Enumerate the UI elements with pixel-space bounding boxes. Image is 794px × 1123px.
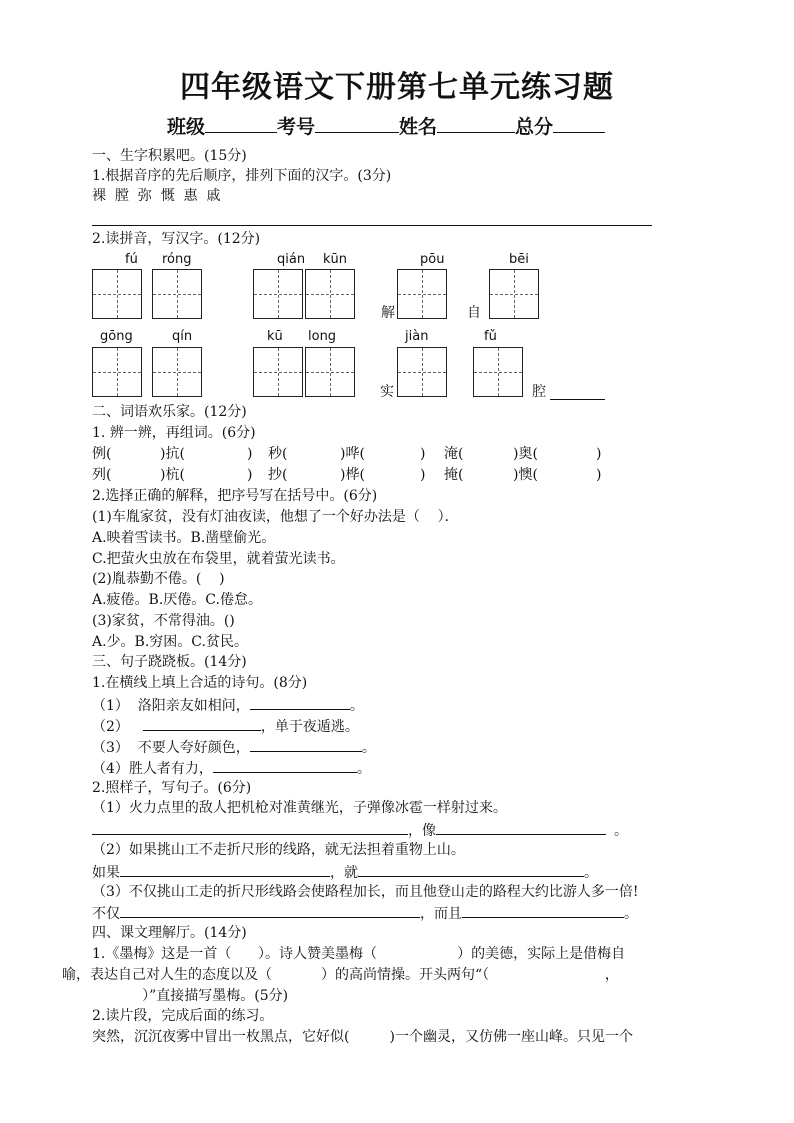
pinyin: qián	[277, 252, 306, 267]
s3-q1: 1.在横线上填上合适的诗句。(8分)	[92, 675, 308, 691]
tian-grid-box[interactable]	[473, 347, 523, 397]
s2-item3: (3)家贫，不常得油。()	[92, 613, 235, 629]
char-qiang: 腔	[532, 384, 546, 400]
s3-q2: 2.照样子，写句子。(6分)	[92, 780, 252, 796]
word-pair: 例(	[92, 446, 112, 462]
s2-q1: 1. 辨一辨，再组词。(6分)	[92, 425, 256, 441]
name-label: 姓名	[399, 116, 438, 138]
pinyin: róng	[162, 252, 192, 267]
word-pair: )杭(	[160, 467, 185, 483]
s2-opt2: A.疲倦。B.厌倦。C.倦怠。	[92, 592, 262, 608]
tian-grid-box[interactable]	[92, 269, 142, 319]
word-pair: )	[596, 446, 602, 462]
tian-grid-box[interactable]	[92, 347, 142, 397]
s4-q1-line1: 1.《墨梅》这是一首（ ）。诗人赞美墨梅（ ）的美德，实际上是借梅自	[92, 946, 626, 962]
word-pair: 淹(	[444, 446, 464, 462]
name-blank[interactable]	[437, 118, 515, 133]
poem-blank[interactable]	[250, 695, 350, 710]
score-blank[interactable]	[553, 118, 605, 133]
s3-e3: （3）不仅挑山工走的折尺形线路会使路程加长，而且他登山走的路程大约比游人多一倍!	[92, 884, 639, 900]
tian-grid-box[interactable]	[253, 269, 303, 319]
s4-q1-line2: 喻，表达自己对人生的态度以及（ ）的高尚情操。开头两句“（ ，	[62, 967, 619, 983]
char-shi: 实	[380, 384, 394, 400]
poem-blank[interactable]	[250, 737, 362, 752]
s2-opt1b: C.把萤火虫放在布袋里，就着萤光读书。	[92, 551, 345, 567]
word-pair: 抄(	[268, 467, 288, 483]
s2-opt1a: A.映着雪读书。B.凿壁偷光。	[92, 530, 276, 546]
word-pair: )	[247, 467, 253, 483]
pinyin: fú	[125, 252, 138, 267]
word-pair: )抗(	[160, 446, 185, 462]
poem-blank[interactable]	[213, 758, 357, 773]
answer-line[interactable]	[92, 225, 652, 226]
s4-passage: 突然，沉沉夜雾中冒出一枚黑点，它好似( )一个幽灵，又仿佛一座山峰。只见一个	[92, 1029, 633, 1045]
section3-heading: 三、句子跷跷板。(14分)	[92, 654, 247, 670]
s3-e2: （2）如果挑山工不走折尺形的线路，就无法担着重物上山。	[92, 842, 465, 858]
s3-e2-answer: 如果 ，就 。	[92, 862, 598, 882]
pinyin: fǔ	[484, 329, 497, 344]
pinyin: gōng	[100, 329, 133, 344]
tian-grid-box[interactable]	[397, 269, 447, 319]
s2-opt3: A.少。B.穷困。C.贫民。	[92, 634, 248, 650]
answer-blank[interactable]	[120, 862, 330, 877]
pinyin: pōu	[420, 252, 445, 267]
word-pair: )	[247, 446, 253, 462]
word-pair: )	[596, 467, 602, 483]
pinyin: kū	[267, 329, 283, 344]
pinyin: kūn	[323, 252, 348, 267]
poem-line-2: （2） ，单于夜遁逃。	[92, 716, 359, 736]
answer-blank[interactable]	[358, 862, 584, 877]
word-pair: 掩(	[444, 467, 464, 483]
pinyin: qín	[172, 329, 193, 344]
answer-blank[interactable]	[436, 820, 606, 835]
section1-heading: 一、生字积累吧。(15分)	[92, 148, 247, 164]
score-label: 总分	[515, 116, 554, 138]
tian-grid-box[interactable]	[397, 347, 447, 397]
tian-grid-box[interactable]	[152, 269, 202, 319]
word-pair: 秒(	[268, 446, 288, 462]
tian-grid-box[interactable]	[152, 347, 202, 397]
char-jie: 解	[381, 305, 395, 321]
s4-q1-line3: ）”直接描写墨梅。(5分)	[62, 988, 289, 1004]
poem-line-1: （1） 洛阳亲友如相问， 。	[92, 695, 364, 715]
s2-q2: 2.选择正确的解释，把序号写在括号中。(6分)	[92, 488, 378, 504]
word-pair: )桦(	[340, 467, 365, 483]
poem-blank[interactable]	[143, 716, 261, 731]
word-pair: )懊(	[513, 467, 538, 483]
poem-line-4: （4）胜人者有力， 。	[92, 758, 371, 778]
answer-line[interactable]	[550, 399, 605, 400]
word-pair: 列(	[92, 467, 112, 483]
s1-q1: 1.根据音序的先后顺序，排列下面的汉字。(3分)	[92, 168, 392, 184]
tian-grid-box[interactable]	[489, 269, 539, 319]
pinyin: long	[308, 329, 337, 344]
exam-label: 考号	[277, 116, 316, 138]
tian-grid-box[interactable]	[305, 347, 355, 397]
s3-e1: （1）火力点里的敌人把机枪对准黄继光，子弹像冰雹一样射过来。	[92, 800, 507, 816]
class-label: 班级	[167, 116, 206, 138]
section2-heading: 二、词语欢乐家。(12分)	[92, 404, 247, 420]
pinyin: bēi	[509, 252, 529, 267]
s4-q2: 2.读片段，完成后面的练习。	[92, 1008, 274, 1024]
s2-item1: (1)车胤家贫，没有灯油夜读，他想了一个好办法是（ ）．	[92, 509, 459, 525]
s3-e3-answer: 不仅 ，而且 。	[92, 903, 638, 923]
exam-blank[interactable]	[315, 118, 399, 133]
section4-heading: 四、课文理解厅。(14分)	[92, 925, 247, 941]
s1-q2: 2.读拼音，写汉字。(12分)	[92, 231, 261, 247]
tian-grid-box[interactable]	[253, 347, 303, 397]
answer-blank[interactable]	[120, 903, 420, 918]
answer-blank[interactable]	[92, 820, 408, 835]
s2-item2: (2)胤恭勤不倦。( )	[92, 571, 225, 587]
word-pair: )	[420, 467, 426, 483]
pinyin: jiàn	[405, 329, 429, 344]
char-zi: 自	[467, 305, 481, 321]
answer-blank[interactable]	[462, 903, 624, 918]
class-blank[interactable]	[205, 118, 277, 133]
page-title: 四年级语文下册第七单元练习题	[180, 70, 614, 105]
word-pair: )哗(	[340, 446, 365, 462]
s3-e1-answer: ，像 。	[92, 820, 628, 840]
s1-q1-chars: 裸 膛 弥 慨 惠 戚	[92, 188, 221, 204]
poem-line-3: （3） 不要人夸好颜色， 。	[92, 737, 376, 757]
word-pair: )	[420, 446, 426, 462]
tian-grid-box[interactable]	[305, 269, 355, 319]
header-info	[167, 112, 605, 139]
word-pair: )奥(	[513, 446, 538, 462]
